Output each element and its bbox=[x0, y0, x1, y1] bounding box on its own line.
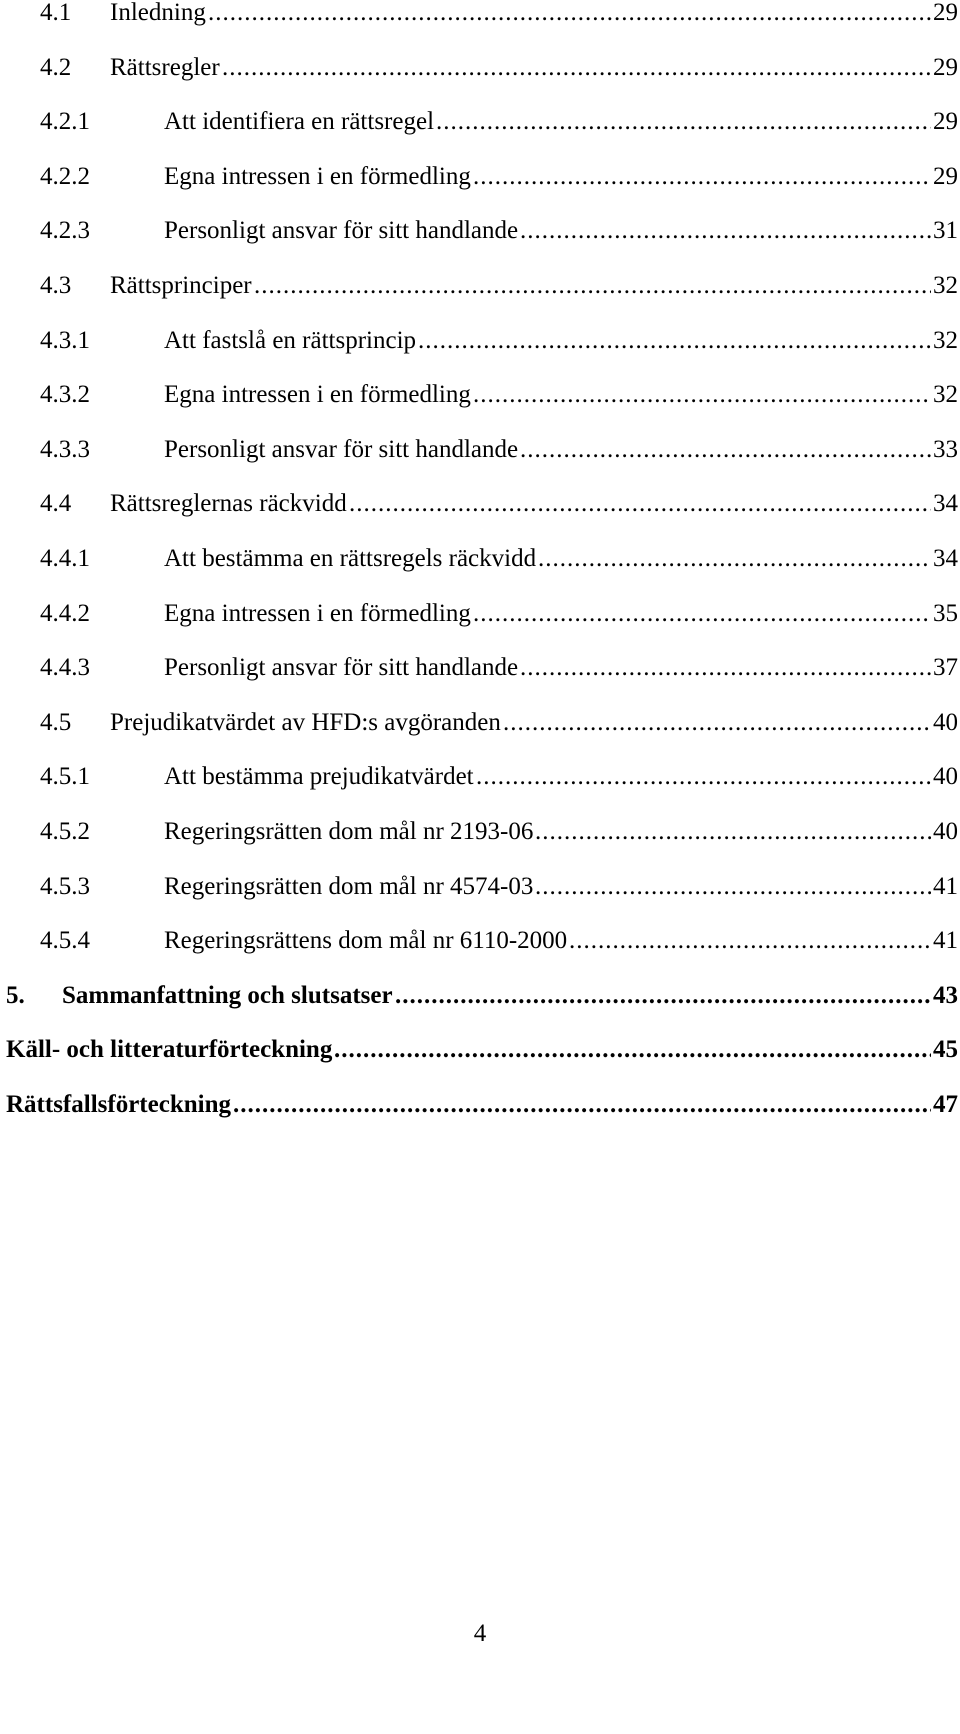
toc-entry-number: 4.1 bbox=[40, 0, 72, 26]
toc-entry-page: 31 bbox=[933, 217, 958, 245]
toc-entry-page: 41 bbox=[933, 927, 958, 955]
dot-leader bbox=[520, 211, 931, 251]
dot-leader bbox=[436, 102, 931, 142]
toc-entry[interactable] bbox=[0, 430, 960, 470]
toc-leader bbox=[538, 539, 960, 579]
dot-leader bbox=[473, 594, 931, 634]
toc-entry-page: 32 bbox=[933, 272, 958, 299]
toc-entry-number: 4.5.1 bbox=[40, 763, 90, 791]
toc-entry-page: 29 bbox=[933, 53, 958, 81]
toc-entry-title: Egna intressen i en förmedling bbox=[164, 599, 471, 627]
toc-entry-title: Personligt ansvar för sitt handlande bbox=[164, 217, 519, 245]
toc-entry[interactable] bbox=[0, 976, 960, 1016]
toc-entry-number: 4.3.1 bbox=[40, 326, 90, 354]
dot-leader bbox=[222, 48, 931, 88]
toc-entry[interactable] bbox=[0, 157, 960, 197]
toc-entry-title: Rättsfallsförteckning bbox=[6, 1091, 231, 1118]
toc-entry[interactable] bbox=[0, 1030, 960, 1070]
toc-entry-title: Att bestämma en rättsregels räckvidd bbox=[164, 545, 537, 572]
toc-entry-page: 32 bbox=[933, 381, 958, 409]
toc-entry-title: Egna intressen i en förmedling bbox=[164, 162, 471, 190]
toc-entry-page: 40 bbox=[933, 708, 958, 736]
dot-leader bbox=[334, 1030, 931, 1070]
toc-entry-page: 45 bbox=[933, 1036, 958, 1064]
dot-leader bbox=[473, 157, 931, 197]
toc-leader bbox=[569, 921, 960, 961]
toc-entry-number: 4.5 bbox=[40, 708, 72, 736]
toc-entry[interactable] bbox=[0, 757, 960, 797]
dot-leader bbox=[538, 539, 931, 579]
toc-entry-title: Sammanfattning och slutsatser bbox=[62, 981, 393, 1009]
toc-leader bbox=[473, 375, 960, 415]
toc-leader bbox=[473, 157, 960, 197]
toc-leader bbox=[222, 48, 960, 88]
toc-entry-title: Rättsreglernas räckvidd bbox=[110, 490, 347, 518]
toc-entry-number: 4.2.1 bbox=[40, 108, 90, 136]
toc-entry[interactable] bbox=[0, 867, 960, 907]
toc-entry-number: 4.5.2 bbox=[40, 818, 90, 845]
toc-entry[interactable] bbox=[0, 211, 960, 251]
toc-entry-page: 29 bbox=[933, 108, 958, 136]
toc-entry-page: 29 bbox=[933, 0, 958, 26]
toc-leader bbox=[473, 594, 960, 634]
toc-entry-title: Att fastslå en rättsprincip bbox=[164, 326, 417, 354]
toc-entry[interactable] bbox=[0, 539, 960, 579]
dot-leader bbox=[520, 648, 931, 688]
toc-entry-title: Regeringsrättens dom mål nr 6110-2000 bbox=[164, 927, 568, 955]
dot-leader bbox=[535, 867, 931, 907]
toc-entry-title: Personligt ansvar för sitt handlande bbox=[164, 435, 519, 463]
toc-entry-number: 4.4 bbox=[40, 490, 72, 518]
toc-entry-page: 33 bbox=[933, 435, 958, 463]
toc-entry-title: Att bestämma prejudikatvärdet bbox=[164, 763, 474, 791]
dot-leader bbox=[233, 1085, 931, 1125]
toc-leader bbox=[503, 703, 960, 743]
toc-entry-number: 5. bbox=[6, 981, 25, 1009]
toc-entry-number: 4.3 bbox=[40, 272, 72, 299]
dot-leader bbox=[520, 430, 931, 470]
dot-leader bbox=[476, 757, 931, 797]
toc-entry-page: 34 bbox=[933, 545, 958, 572]
toc-entry[interactable] bbox=[0, 703, 960, 743]
toc-leader bbox=[254, 266, 960, 306]
toc-entry-title: Käll- och litteraturförteckning bbox=[6, 1036, 333, 1064]
toc-entry-page: 37 bbox=[933, 654, 958, 682]
toc-entry[interactable] bbox=[0, 1085, 960, 1125]
toc-leader bbox=[349, 484, 960, 524]
toc-leader bbox=[476, 757, 960, 797]
toc-entry-number: 4.5.4 bbox=[40, 927, 90, 955]
toc-entry-number: 4.2.3 bbox=[40, 217, 90, 245]
toc-entry-page: 47 bbox=[933, 1091, 958, 1118]
toc-entry[interactable] bbox=[0, 648, 960, 688]
toc-entry-title: Prejudikatvärdet av HFD:s avgöranden bbox=[110, 708, 501, 736]
toc-entry[interactable] bbox=[0, 321, 960, 361]
toc-entry-page: 29 bbox=[933, 162, 958, 190]
toc-entry-number: 4.5.3 bbox=[40, 872, 90, 900]
toc-leader bbox=[520, 211, 960, 251]
dot-leader bbox=[254, 266, 931, 306]
toc-entry[interactable] bbox=[0, 484, 960, 524]
toc-entry-title: Regeringsrätten dom mål nr 2193-06 bbox=[164, 818, 534, 845]
toc-entry-title: Personligt ansvar för sitt handlande bbox=[164, 654, 519, 682]
dot-leader bbox=[208, 0, 931, 33]
toc-entry-page: 40 bbox=[933, 763, 958, 791]
toc-entry[interactable] bbox=[0, 266, 960, 306]
toc-entry[interactable] bbox=[0, 0, 960, 33]
toc-leader bbox=[535, 812, 960, 852]
dot-leader bbox=[535, 812, 931, 852]
toc-entry[interactable] bbox=[0, 102, 960, 142]
toc-entry-title: Att identifiera en rättsregel bbox=[164, 108, 435, 136]
dot-leader bbox=[569, 921, 931, 961]
toc-entry-title: Egna intressen i en förmedling bbox=[164, 381, 471, 409]
toc-entry-number: 4.2 bbox=[40, 53, 72, 81]
toc-leader bbox=[520, 648, 960, 688]
toc-leader bbox=[520, 430, 960, 470]
toc-entry-number: 4.3.2 bbox=[40, 381, 90, 409]
toc-leader bbox=[208, 0, 960, 33]
dot-leader bbox=[395, 976, 931, 1016]
toc-entry-title: Rättsregler bbox=[110, 53, 220, 81]
toc-entry-number: 4.2.2 bbox=[40, 162, 90, 190]
toc-entry-page: 35 bbox=[933, 599, 958, 627]
toc-entry[interactable] bbox=[0, 375, 960, 415]
dot-leader bbox=[349, 484, 931, 524]
toc-leader bbox=[436, 102, 960, 142]
toc-entry-number: 4.4.2 bbox=[40, 599, 90, 627]
toc-entry-page: 40 bbox=[933, 818, 958, 845]
toc-entry-page: 32 bbox=[933, 326, 958, 354]
toc-entry[interactable] bbox=[0, 48, 960, 88]
toc-entry[interactable] bbox=[0, 594, 960, 634]
toc-entry-page: 41 bbox=[933, 872, 958, 900]
dot-leader bbox=[473, 375, 931, 415]
toc-entry-title: Inledning bbox=[110, 0, 206, 26]
toc-leader bbox=[395, 976, 960, 1016]
toc-leader bbox=[233, 1085, 960, 1125]
toc-entry[interactable] bbox=[0, 921, 960, 961]
toc-leader bbox=[535, 867, 960, 907]
toc-entry-number: 4.3.3 bbox=[40, 435, 90, 463]
toc-entry-page: 34 bbox=[933, 490, 958, 518]
toc-leader bbox=[334, 1030, 960, 1070]
toc-entry-page: 43 bbox=[933, 981, 958, 1009]
toc-leader bbox=[418, 321, 960, 361]
toc-entry-number: 4.4.3 bbox=[40, 654, 90, 682]
toc-entry-title: Regeringsrätten dom mål nr 4574-03 bbox=[164, 872, 534, 900]
toc-entry-title: Rättsprinciper bbox=[110, 272, 252, 299]
dot-leader bbox=[503, 703, 931, 743]
page-number: 4 bbox=[473, 1620, 487, 1647]
dot-leader bbox=[418, 321, 931, 361]
toc-entry[interactable] bbox=[0, 812, 960, 852]
toc-entry-number: 4.4.1 bbox=[40, 545, 90, 572]
